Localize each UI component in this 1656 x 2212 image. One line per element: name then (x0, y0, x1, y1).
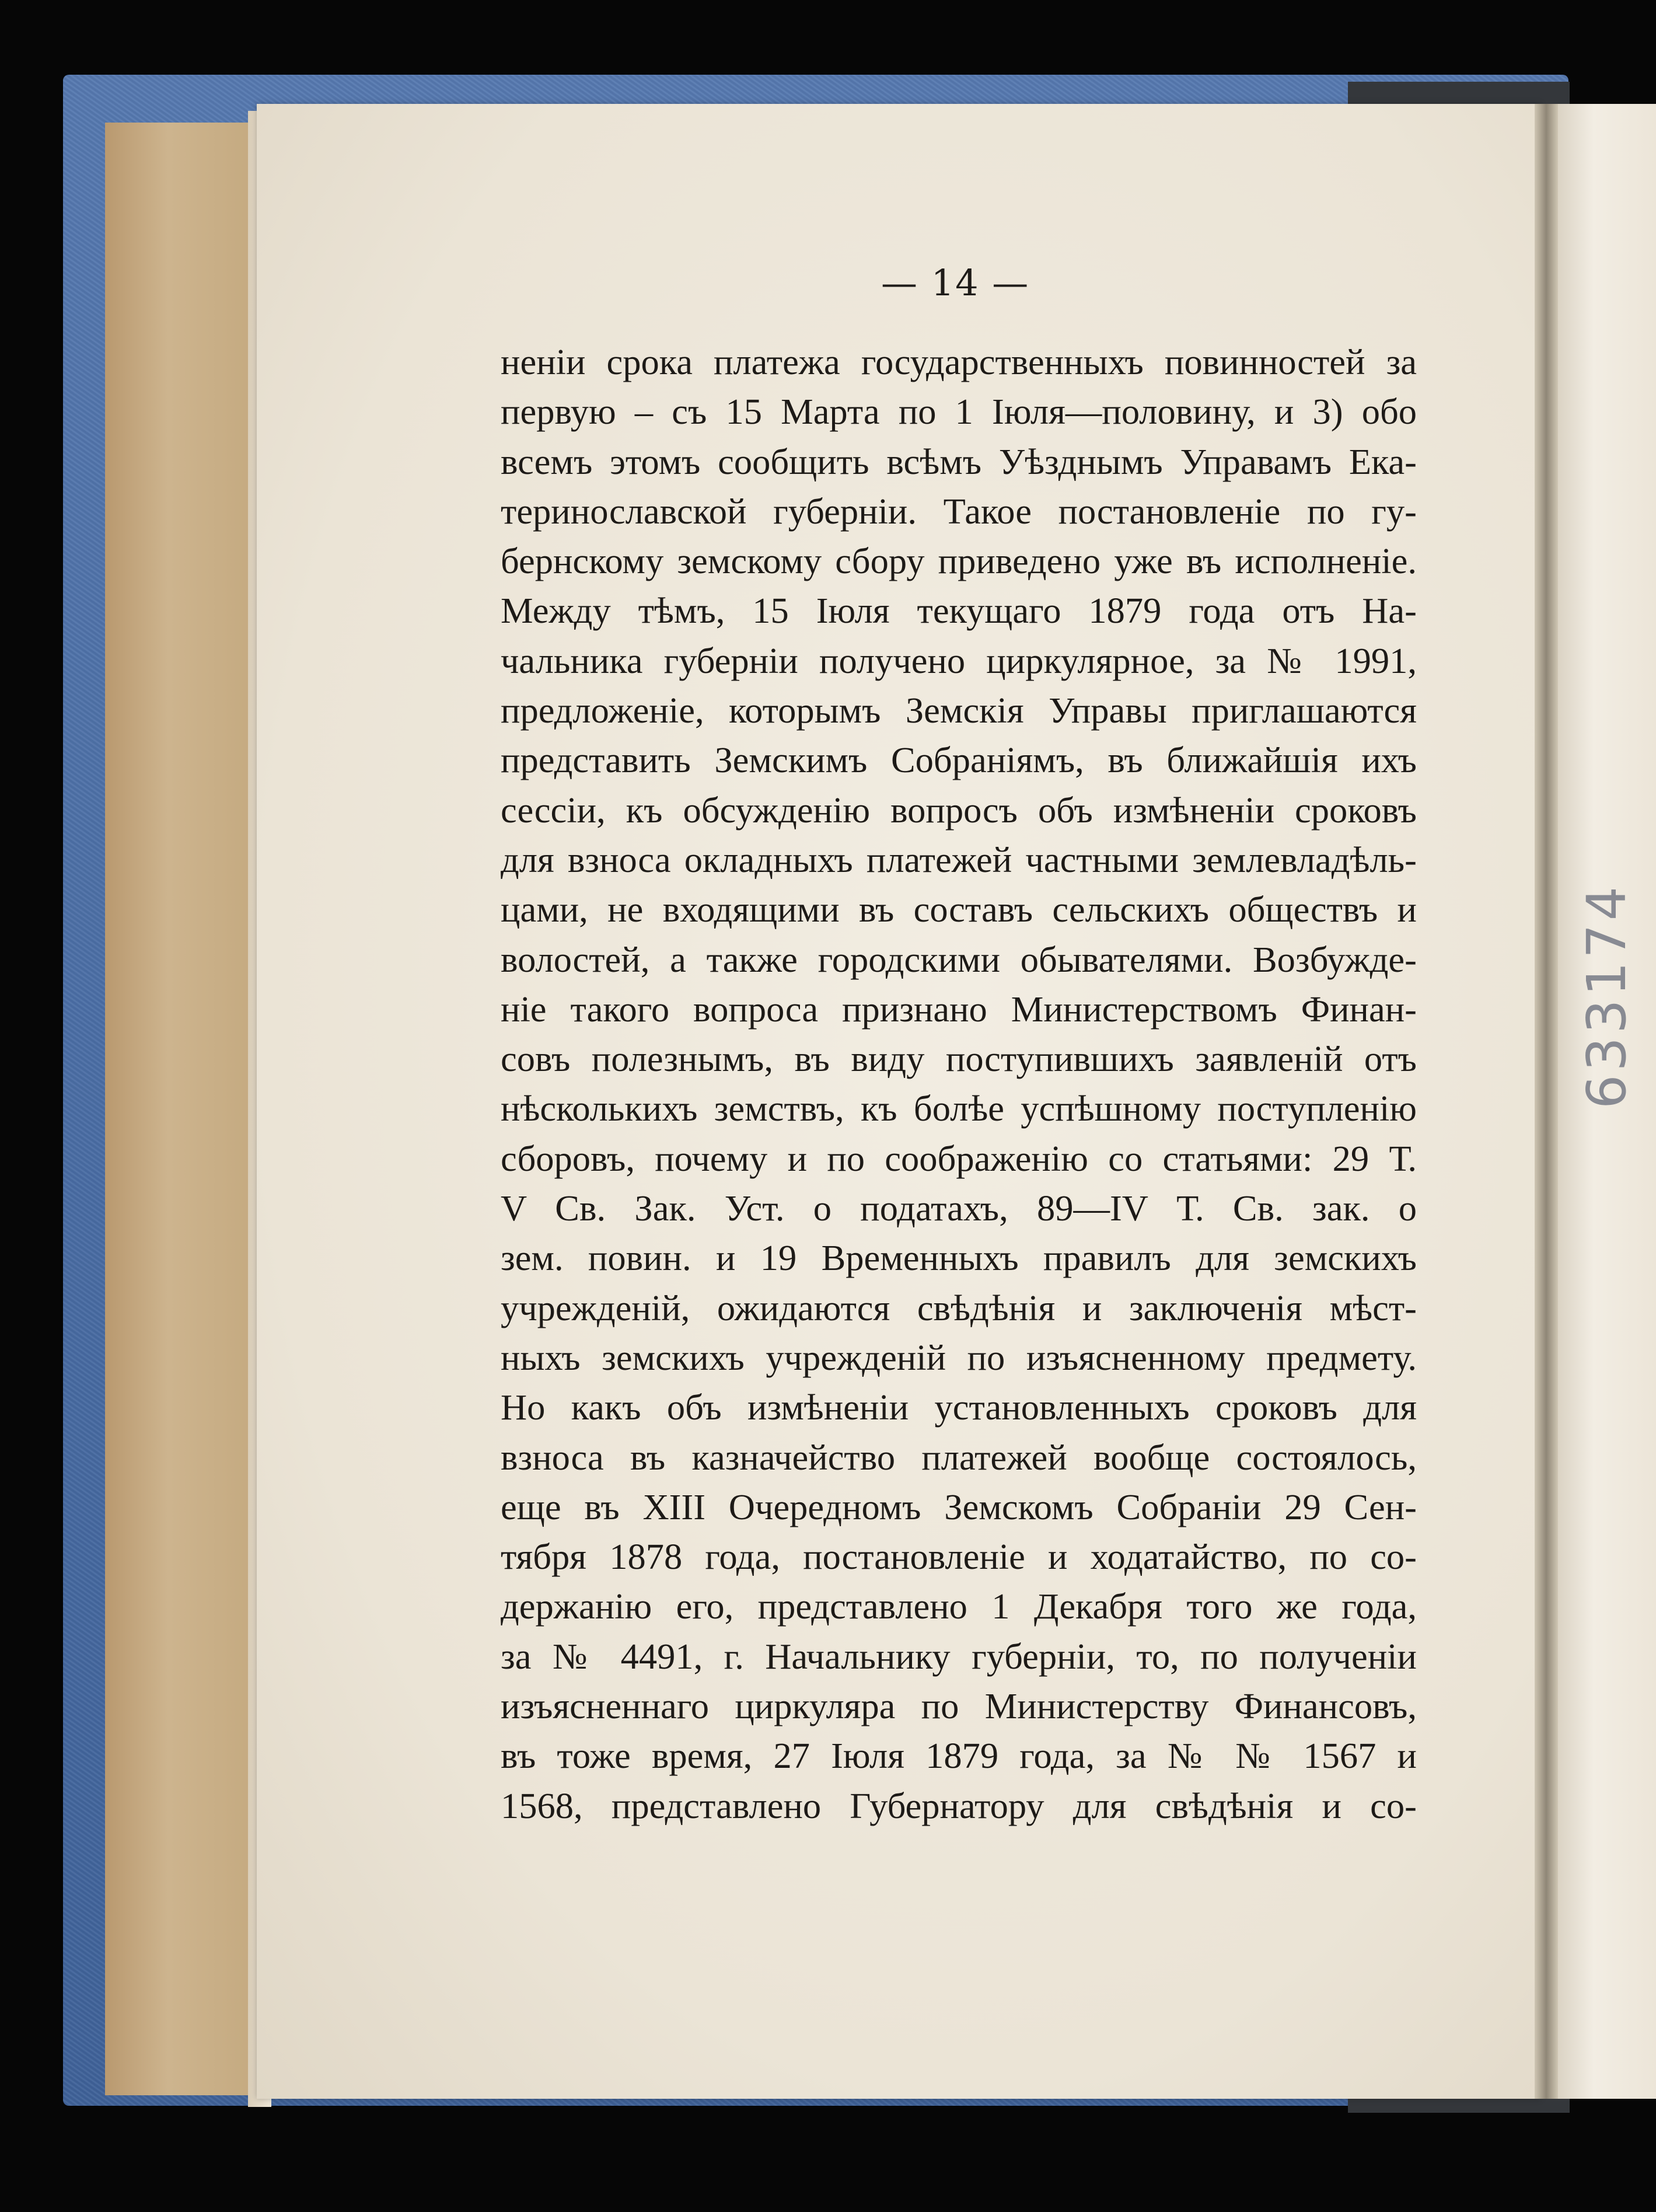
text-line: для взноса окладныхъ платежей частными землевладѣль- (501, 839, 1417, 880)
text-line: представить Земскимъ Собраніямъ, въ ближайшія ихъ (501, 739, 1417, 781)
text-line: тября 1878 года, постановленіе и ходатайство, по со- (501, 1536, 1417, 1578)
text-line: совъ полезнымъ, въ виду поступившихъ заявленій отъ (501, 1038, 1417, 1080)
text-line: бернскому земскому сбору приведено уже въ исполненіе. (501, 540, 1417, 582)
text-line: теринославской губерніи. Такое постановленіе по гу- (501, 490, 1417, 532)
text-line: 1568, представлено Губернатору для свѣдѣнія и со- (501, 1785, 1417, 1826)
text-line: первую – съ 15 Марта по 1 Іюля—половину, и 3) обо (501, 391, 1417, 432)
text-line: въ тоже время, 27 Іюля 1879 года, за № № 1567 и (501, 1735, 1417, 1777)
page-number: — 14 — (881, 261, 1030, 304)
text-line: взноса въ казначейство платежей вообще состоялось, (501, 1436, 1417, 1478)
text-line: сессіи, къ обсужденію вопросъ объ измѣненіи сроковъ (501, 789, 1417, 831)
text-line: учрежденій, ожидаются свѣдѣнія и заключенія мѣст- (501, 1287, 1417, 1328)
text-line: волостей, а также городскими обывателями. Возбужде- (501, 938, 1417, 980)
handwritten-inventory-number: 633174 (1575, 882, 1638, 1109)
text-line: Но какъ объ измѣненіи установленныхъ сроковъ для (501, 1387, 1417, 1428)
text-line: чальника губерніи получено циркулярное, за № 1991, (501, 640, 1417, 681)
text-line: сборовъ, почему и по соображенію со статьями: 29 Т. (501, 1138, 1417, 1179)
text-line: нѣсколькихъ земствъ, къ болѣе успѣшному поступленію (501, 1088, 1417, 1129)
text-line: всемъ этомъ сообщить всѣмъ Уѣзднымъ Управамъ Ека- (501, 441, 1417, 482)
page-gutter (1535, 104, 1558, 2099)
text-line: ніе такого вопроса признано Министерствомъ Финан- (501, 988, 1417, 1030)
text-line: изъясненнаго циркуляра по Министерству Финансовъ, (501, 1686, 1417, 1727)
text-line: Между тѣмъ, 15 Іюля текущаго 1879 года отъ На- (501, 590, 1417, 631)
text-line: предложеніе, которымъ Земскія Управы приглашаются (501, 690, 1417, 731)
text-line: ныхъ земскихъ учрежденій по изъясненному предмету. (501, 1337, 1417, 1378)
text-line: держанію его, представлено 1 Декабря того же года, (501, 1586, 1417, 1627)
text-line: неніи срока платежа государственныхъ повинностей за (501, 341, 1417, 382)
text-line: еще въ XIII Очередномъ Земскомъ Собраніи 29 Сен- (501, 1486, 1417, 1527)
text-line: цами, не входящими въ составъ сельскихъ обществъ и (501, 889, 1417, 930)
flyleaf-page (105, 123, 263, 2095)
text-line: за № 4491, г. Начальнику губерніи, то, по полученіи (501, 1635, 1417, 1677)
body-text (501, 337, 1417, 1831)
text-line: V Св. Зак. Уст. о податахъ, 89—IV Т. Св. зак. о (501, 1188, 1417, 1229)
text-line: зем. повин. и 19 Временныхъ правилъ для земскихъ (501, 1237, 1417, 1279)
